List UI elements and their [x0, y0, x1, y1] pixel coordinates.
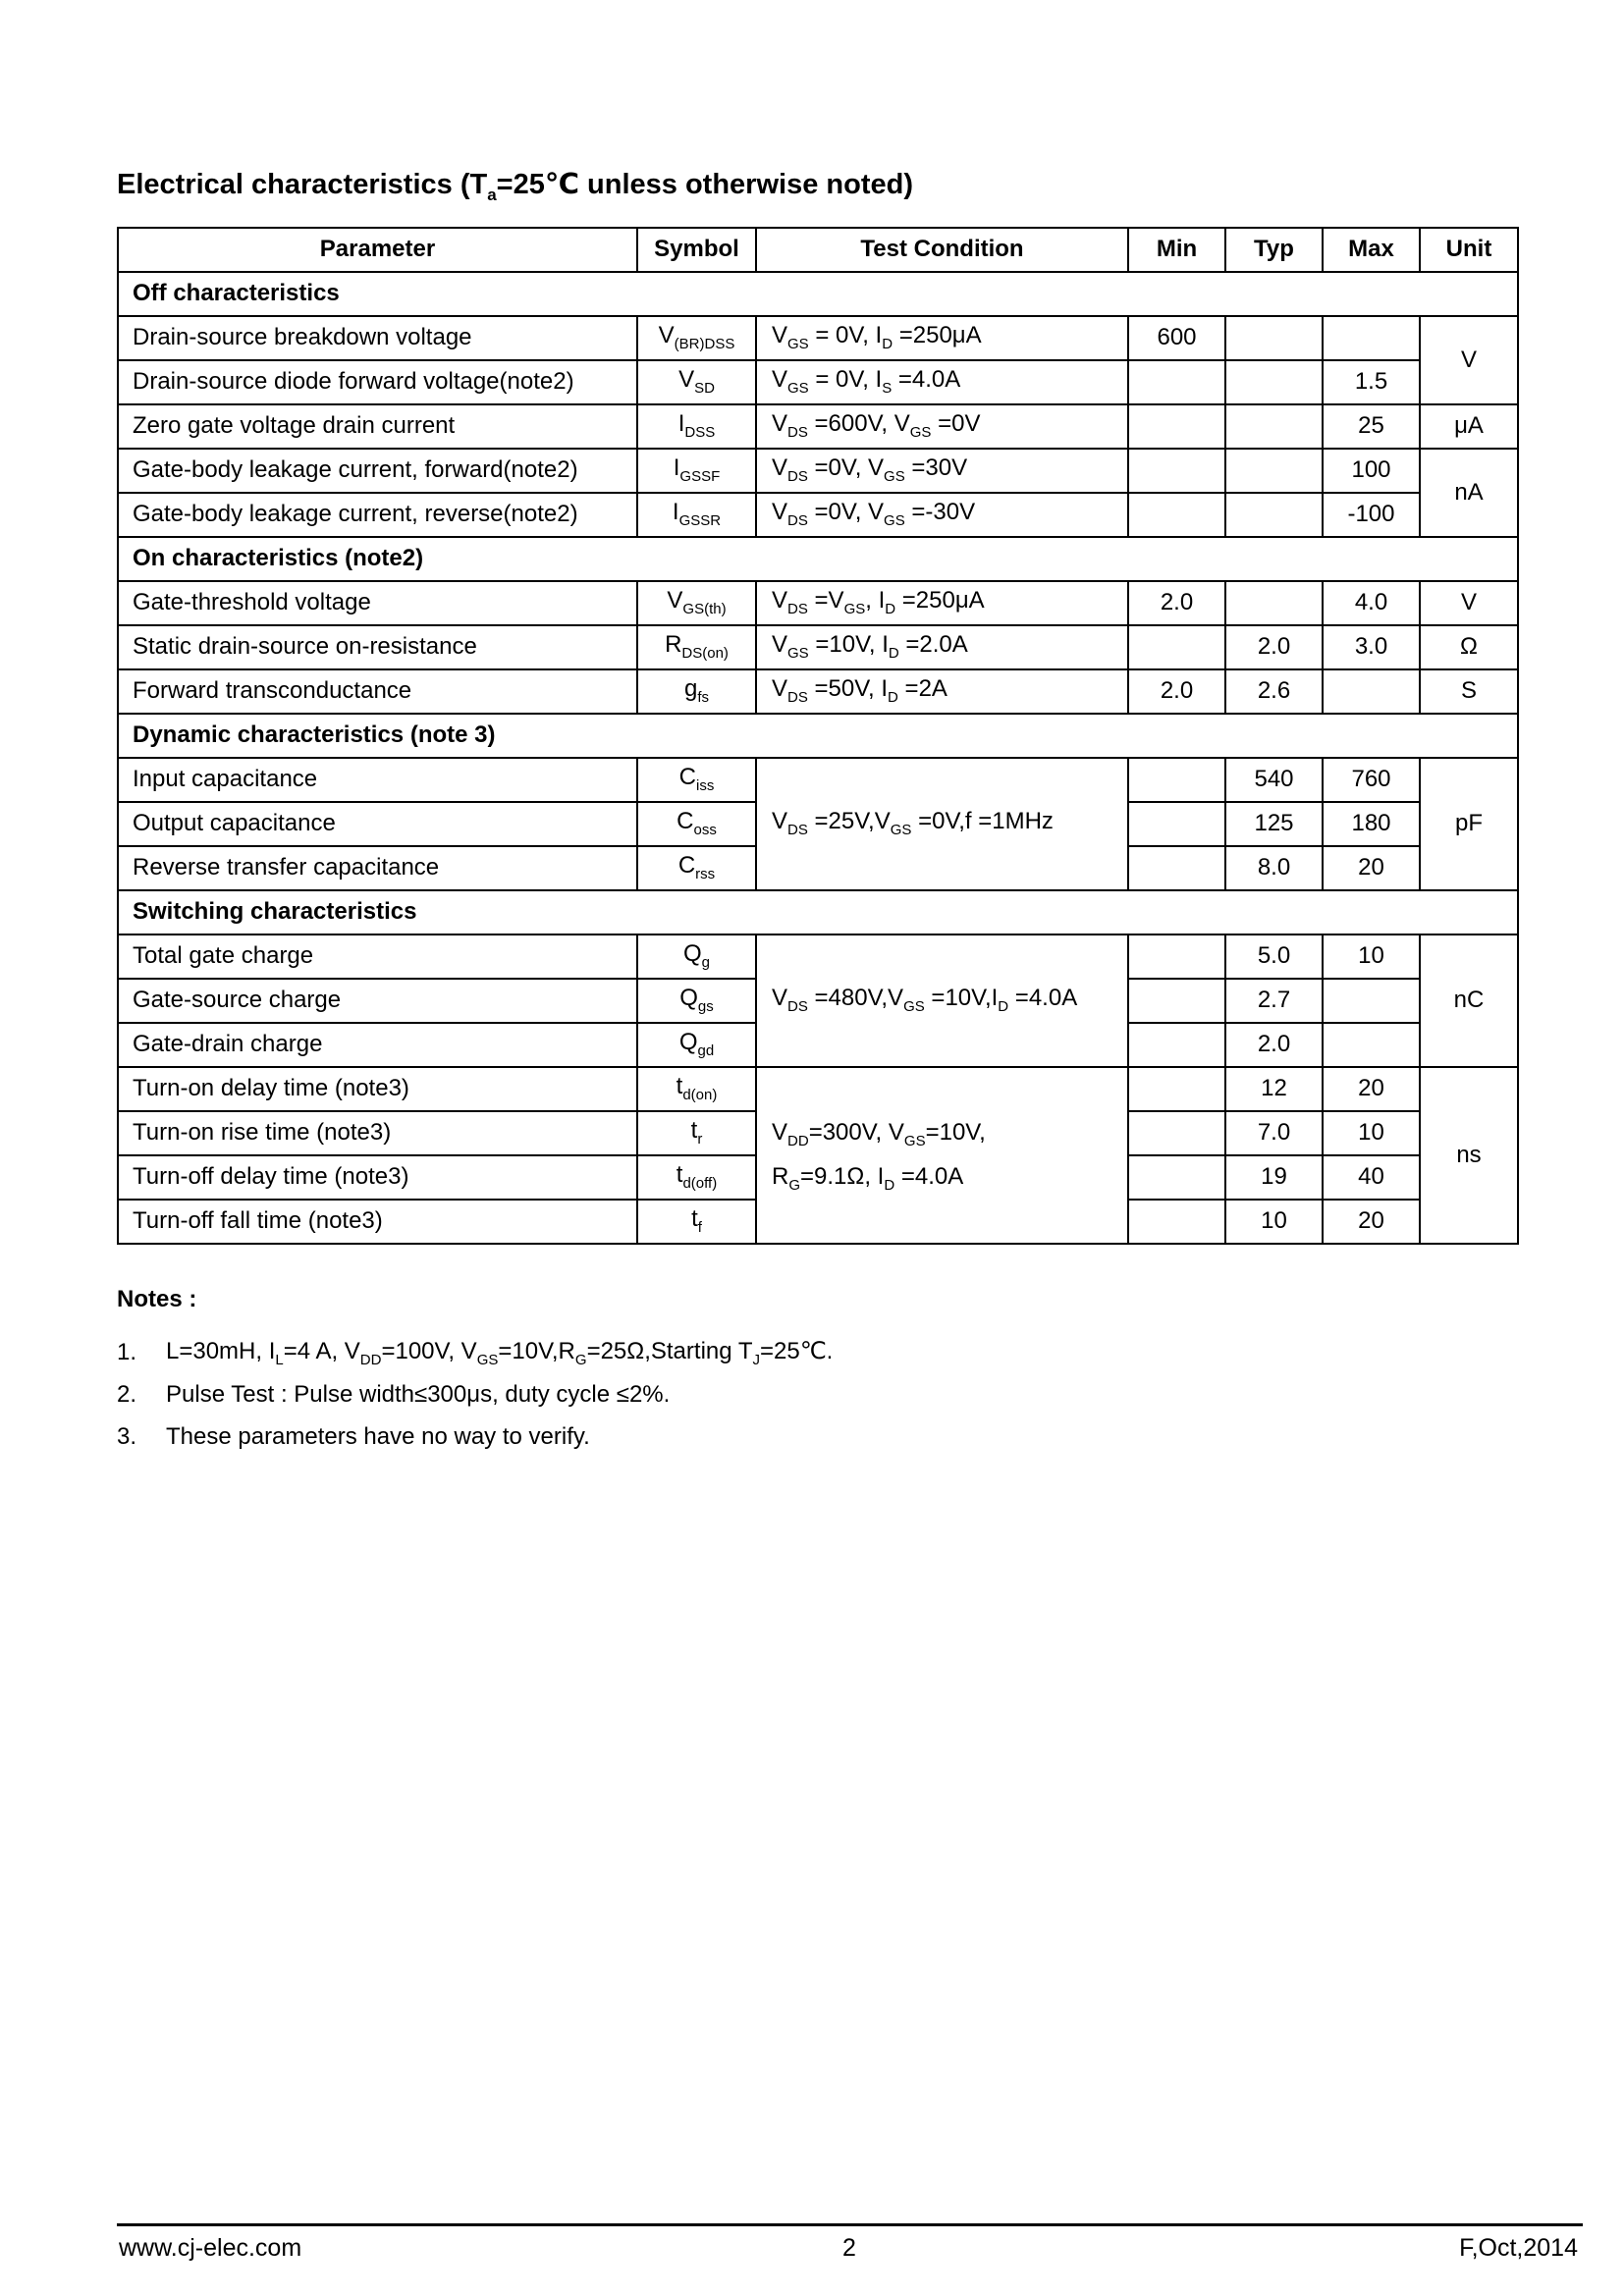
section-row	[118, 272, 1518, 316]
max-cell: 4.0	[1323, 581, 1420, 625]
unit-cell: pF	[1420, 758, 1518, 890]
max-cell	[1323, 669, 1420, 714]
section-row	[118, 714, 1518, 758]
subscript: GS	[787, 645, 809, 663]
max-cell: 760	[1323, 758, 1420, 802]
symbol-cell: $V_{SD}$	[637, 360, 756, 404]
condition-cell: $V_{GS} = 0V$, $I_D =250\mu A$	[756, 316, 1128, 360]
subscript: GS	[903, 1133, 926, 1150]
max-cell: -100	[1323, 493, 1420, 537]
subscript: DS	[787, 601, 808, 618]
subscript: S	[882, 380, 893, 398]
table-row	[118, 449, 1518, 493]
subscript: D	[888, 645, 899, 663]
condition-cell: $V_{DD}=300V$, $V_{GS}=10V$, $R_G=9.1\Omega$, $I_D =4.0A$	[756, 1067, 1128, 1244]
parameter-cell: Gate-body leakage current, reverse(note2)	[118, 493, 637, 537]
electrical-characteristics-table	[117, 227, 1519, 1245]
condition-cell: $V_{DS} =600V$, $V_{GS} =0V$	[756, 404, 1128, 449]
max-cell: 40	[1323, 1155, 1420, 1200]
condition-cell: $V_{DS} =25V,V_{GS} =0V,f =1MHz$	[756, 758, 1128, 890]
parameter-cell: Output capacitance	[118, 802, 637, 846]
min-cell	[1128, 493, 1225, 537]
subscript: gd	[697, 1042, 715, 1060]
footer-page-number: 2	[842, 2234, 856, 2262]
subscript: J	[752, 1351, 760, 1368]
parameter-cell: Forward transconductance	[118, 669, 637, 714]
subscript: G	[574, 1351, 587, 1368]
typ-cell	[1225, 404, 1323, 449]
subscript: oss	[693, 822, 717, 839]
note-text: L=30mH, $I_L=4$ A, $V_{DD}=100V$, $V_{GS}=10V,R_G=25\Omega,Starting$ $T_J=25℃$.	[166, 1337, 834, 1368]
min-cell	[1128, 934, 1225, 979]
min-cell	[1128, 449, 1225, 493]
parameter-cell: Gate-body leakage current, forward(note2)	[118, 449, 637, 493]
symbol-cell: $C_{rss}$	[637, 846, 756, 890]
subscript: D	[885, 601, 896, 618]
col-header: Parameter	[118, 228, 637, 272]
typ-cell: 7.0	[1225, 1111, 1323, 1155]
section-title: On characteristics (note2)	[118, 537, 1518, 581]
parameter-cell: Turn-on rise time (note3)	[118, 1111, 637, 1155]
typ-cell: 12	[1225, 1067, 1323, 1111]
subscript: GS	[890, 822, 912, 839]
min-cell: 2.0	[1128, 581, 1225, 625]
symbol-cell: $V_{GS(th)}$	[637, 581, 756, 625]
parameter-cell: Drain-source breakdown voltage	[118, 316, 637, 360]
max-cell	[1323, 316, 1420, 360]
table-row	[118, 934, 1518, 979]
subscript: DS	[787, 424, 808, 442]
section-title: Switching characteristics	[118, 890, 1518, 934]
max-cell: 180	[1323, 802, 1420, 846]
max-cell	[1323, 1023, 1420, 1067]
section-row	[118, 537, 1518, 581]
typ-cell	[1225, 581, 1323, 625]
subscript: (BR)DSS	[674, 336, 735, 353]
subscript: DS	[787, 512, 808, 530]
subscript: G	[788, 1176, 801, 1194]
subscript: gs	[697, 998, 714, 1016]
parameter-cell: Turn-off delay time (note3)	[118, 1155, 637, 1200]
subscript: D	[882, 336, 893, 353]
note-text: These parameters have no way to verify.	[166, 1422, 590, 1450]
section-title: Dynamic characteristics (note 3)	[118, 714, 1518, 758]
page-title: Electrical characteristics ($T_a=25℃$ unless otherwise noted)	[117, 169, 913, 204]
typ-cell	[1225, 360, 1323, 404]
table-header-row	[118, 228, 1518, 272]
typ-cell	[1225, 493, 1323, 537]
unit-cell: nA	[1420, 449, 1518, 537]
table-row	[118, 581, 1518, 625]
min-cell	[1128, 1200, 1225, 1244]
parameter-cell: Zero gate voltage drain current	[118, 404, 637, 449]
table-row	[118, 404, 1518, 449]
table-row	[118, 669, 1518, 714]
subscript: SD	[694, 380, 715, 398]
symbol-cell: $I_{GSSR}$	[637, 493, 756, 537]
unit-cell: ns	[1420, 1067, 1518, 1244]
subscript: g	[701, 954, 710, 972]
subscript: iss	[696, 777, 715, 795]
symbol-cell: $Q_{gd}$	[637, 1023, 756, 1067]
max-cell: 10	[1323, 934, 1420, 979]
condition-cell: $V_{DS} =480V,V_{GS} =10V,I_D =4.0A$	[756, 934, 1128, 1067]
condition-cell: $V_{DS} =50V$, $I_D =2A$	[756, 669, 1128, 714]
max-cell: 20	[1323, 1067, 1420, 1111]
parameter-cell: Gate-source charge	[118, 979, 637, 1023]
typ-cell: 540	[1225, 758, 1323, 802]
subscript: rss	[695, 866, 716, 883]
unit-cell: V	[1420, 581, 1518, 625]
max-cell: 20	[1323, 846, 1420, 890]
min-cell: 600	[1128, 316, 1225, 360]
subscript: GS	[843, 601, 866, 618]
note-number: 3.	[117, 1422, 137, 1450]
subscript: d(off)	[682, 1175, 718, 1193]
note-item	[117, 1415, 833, 1458]
typ-cell: 2.0	[1225, 1023, 1323, 1067]
min-cell	[1128, 1111, 1225, 1155]
col-header: Typ	[1225, 228, 1323, 272]
note-number: 2.	[117, 1380, 137, 1408]
unit-cell: Ω	[1420, 625, 1518, 669]
parameter-cell: Input capacitance	[118, 758, 637, 802]
subscript: DS	[787, 998, 808, 1016]
footer-revision: F,Oct,2014	[1459, 2234, 1578, 2262]
subscript: fs	[697, 689, 710, 707]
symbol-cell: $Q_{gs}$	[637, 979, 756, 1023]
parameter-cell: Reverse transfer capacitance	[118, 846, 637, 890]
symbol-cell: $R_{DS(on)}$	[637, 625, 756, 669]
parameter-cell: Gate-drain charge	[118, 1023, 637, 1067]
typ-cell	[1225, 316, 1323, 360]
note-item	[117, 1373, 833, 1415]
max-cell: 1.5	[1323, 360, 1420, 404]
condition-cell: $V_{GS} =10V$, $I_D =2.0A$	[756, 625, 1128, 669]
symbol-cell: $I_{GSSF}$	[637, 449, 756, 493]
min-cell	[1128, 802, 1225, 846]
symbol-cell: $C_{oss}$	[637, 802, 756, 846]
subscript: DS	[787, 689, 808, 707]
notes-section	[117, 1286, 833, 1458]
unit-cell: S	[1420, 669, 1518, 714]
parameter-cell: Turn-on delay time (note3)	[118, 1067, 637, 1111]
note-item	[117, 1331, 833, 1373]
typ-cell: 2.7	[1225, 979, 1323, 1023]
typ-cell: 8.0	[1225, 846, 1323, 890]
min-cell	[1128, 1023, 1225, 1067]
subscript: D	[998, 998, 1009, 1016]
max-cell: 100	[1323, 449, 1420, 493]
subscript: GS	[787, 336, 809, 353]
symbol-cell: $t_{d(off)}$	[637, 1155, 756, 1200]
min-cell	[1128, 404, 1225, 449]
subscript: GS	[903, 998, 925, 1016]
typ-cell: 10	[1225, 1200, 1323, 1244]
symbol-cell: $C_{iss}$	[637, 758, 756, 802]
parameter-cell: Turn-off fall time (note3)	[118, 1200, 637, 1244]
condition-cell: $V_{DS} =0V$, $V_{GS} =-30V$	[756, 493, 1128, 537]
subscript: GS	[884, 512, 905, 530]
table-row	[118, 1067, 1518, 1111]
max-cell: 3.0	[1323, 625, 1420, 669]
subscript: GS	[476, 1351, 499, 1368]
table-row	[118, 360, 1518, 404]
typ-cell: 19	[1225, 1155, 1323, 1200]
parameter-cell: Static drain-source on-resistance	[118, 625, 637, 669]
min-cell	[1128, 1155, 1225, 1200]
typ-cell: 5.0	[1225, 934, 1323, 979]
table-row	[118, 493, 1518, 537]
section-title: Off characteristics	[118, 272, 1518, 316]
max-cell	[1323, 979, 1420, 1023]
parameter-cell: Total gate charge	[118, 934, 637, 979]
table-row	[118, 758, 1518, 802]
subscript: d(on)	[682, 1087, 718, 1104]
subscript: DD	[787, 1133, 809, 1150]
condition-cell: $V_{DS} =0V$, $V_{GS} =30V$	[756, 449, 1128, 493]
typ-cell: 2.6	[1225, 669, 1323, 714]
notes-heading: Notes :	[117, 1286, 197, 1312]
subscript: DS	[787, 822, 808, 839]
symbol-cell: $t_{d(on)}$	[637, 1067, 756, 1111]
min-cell	[1128, 758, 1225, 802]
typ-cell: 2.0	[1225, 625, 1323, 669]
subscript: f	[697, 1219, 702, 1237]
symbol-cell: $g_{fs}$	[637, 669, 756, 714]
subscript: D	[888, 689, 898, 707]
symbol-cell: $V_{(BR)DSS}$	[637, 316, 756, 360]
typ-cell	[1225, 449, 1323, 493]
footer-website: www.cj-elec.com	[119, 2234, 302, 2262]
symbol-cell: $Q_g$	[637, 934, 756, 979]
min-cell: 2.0	[1128, 669, 1225, 714]
subscript: DS	[787, 468, 808, 486]
max-cell: 10	[1323, 1111, 1420, 1155]
subscript: GS	[909, 424, 932, 442]
note-text: Pulse Test : Pulse width≤300μs, duty cycle ≤2%.	[166, 1380, 671, 1408]
typ-cell: 125	[1225, 802, 1323, 846]
min-cell	[1128, 360, 1225, 404]
parameter-cell: Gate-threshold voltage	[118, 581, 637, 625]
subscript: GS(th)	[682, 601, 727, 618]
table-row	[118, 316, 1518, 360]
col-header: Test Condition	[756, 228, 1128, 272]
unit-cell: μA	[1420, 404, 1518, 449]
col-header: Symbol	[637, 228, 756, 272]
col-header: Min	[1128, 228, 1225, 272]
min-cell	[1128, 1067, 1225, 1111]
note-number: 1.	[117, 1338, 137, 1365]
condition-cell: $V_{DS} =V_{GS}$, $I_D =250\mu A$	[756, 581, 1128, 625]
symbol-cell: $t_f$	[637, 1200, 756, 1244]
subscript: GSSR	[678, 512, 722, 530]
max-cell: 20	[1323, 1200, 1420, 1244]
footer-divider	[117, 2223, 1583, 2226]
subscript: GS	[787, 380, 809, 398]
min-cell	[1128, 846, 1225, 890]
condition-cell: $V_{GS} = 0V$, $I_S =4.0A$	[756, 360, 1128, 404]
col-header: Unit	[1420, 228, 1518, 272]
col-header: Max	[1323, 228, 1420, 272]
subscript: r	[697, 1131, 703, 1148]
subscript: DS(on)	[681, 645, 729, 663]
subscript: L	[275, 1351, 284, 1368]
subscript: D	[884, 1176, 895, 1194]
table-row	[118, 625, 1518, 669]
unit-cell: V	[1420, 316, 1518, 404]
subscript: DD	[359, 1351, 382, 1368]
subscript: GSSF	[679, 468, 721, 486]
symbol-cell: $I_{DSS}$	[637, 404, 756, 449]
parameter-cell: Drain-source diode forward voltage(note2)	[118, 360, 637, 404]
symbol-cell: $t_r$	[637, 1111, 756, 1155]
subscript: DSS	[684, 424, 716, 442]
section-row	[118, 890, 1518, 934]
unit-cell: nC	[1420, 934, 1518, 1067]
max-cell: 25	[1323, 404, 1420, 449]
min-cell	[1128, 979, 1225, 1023]
subscript: GS	[884, 468, 905, 486]
min-cell	[1128, 625, 1225, 669]
